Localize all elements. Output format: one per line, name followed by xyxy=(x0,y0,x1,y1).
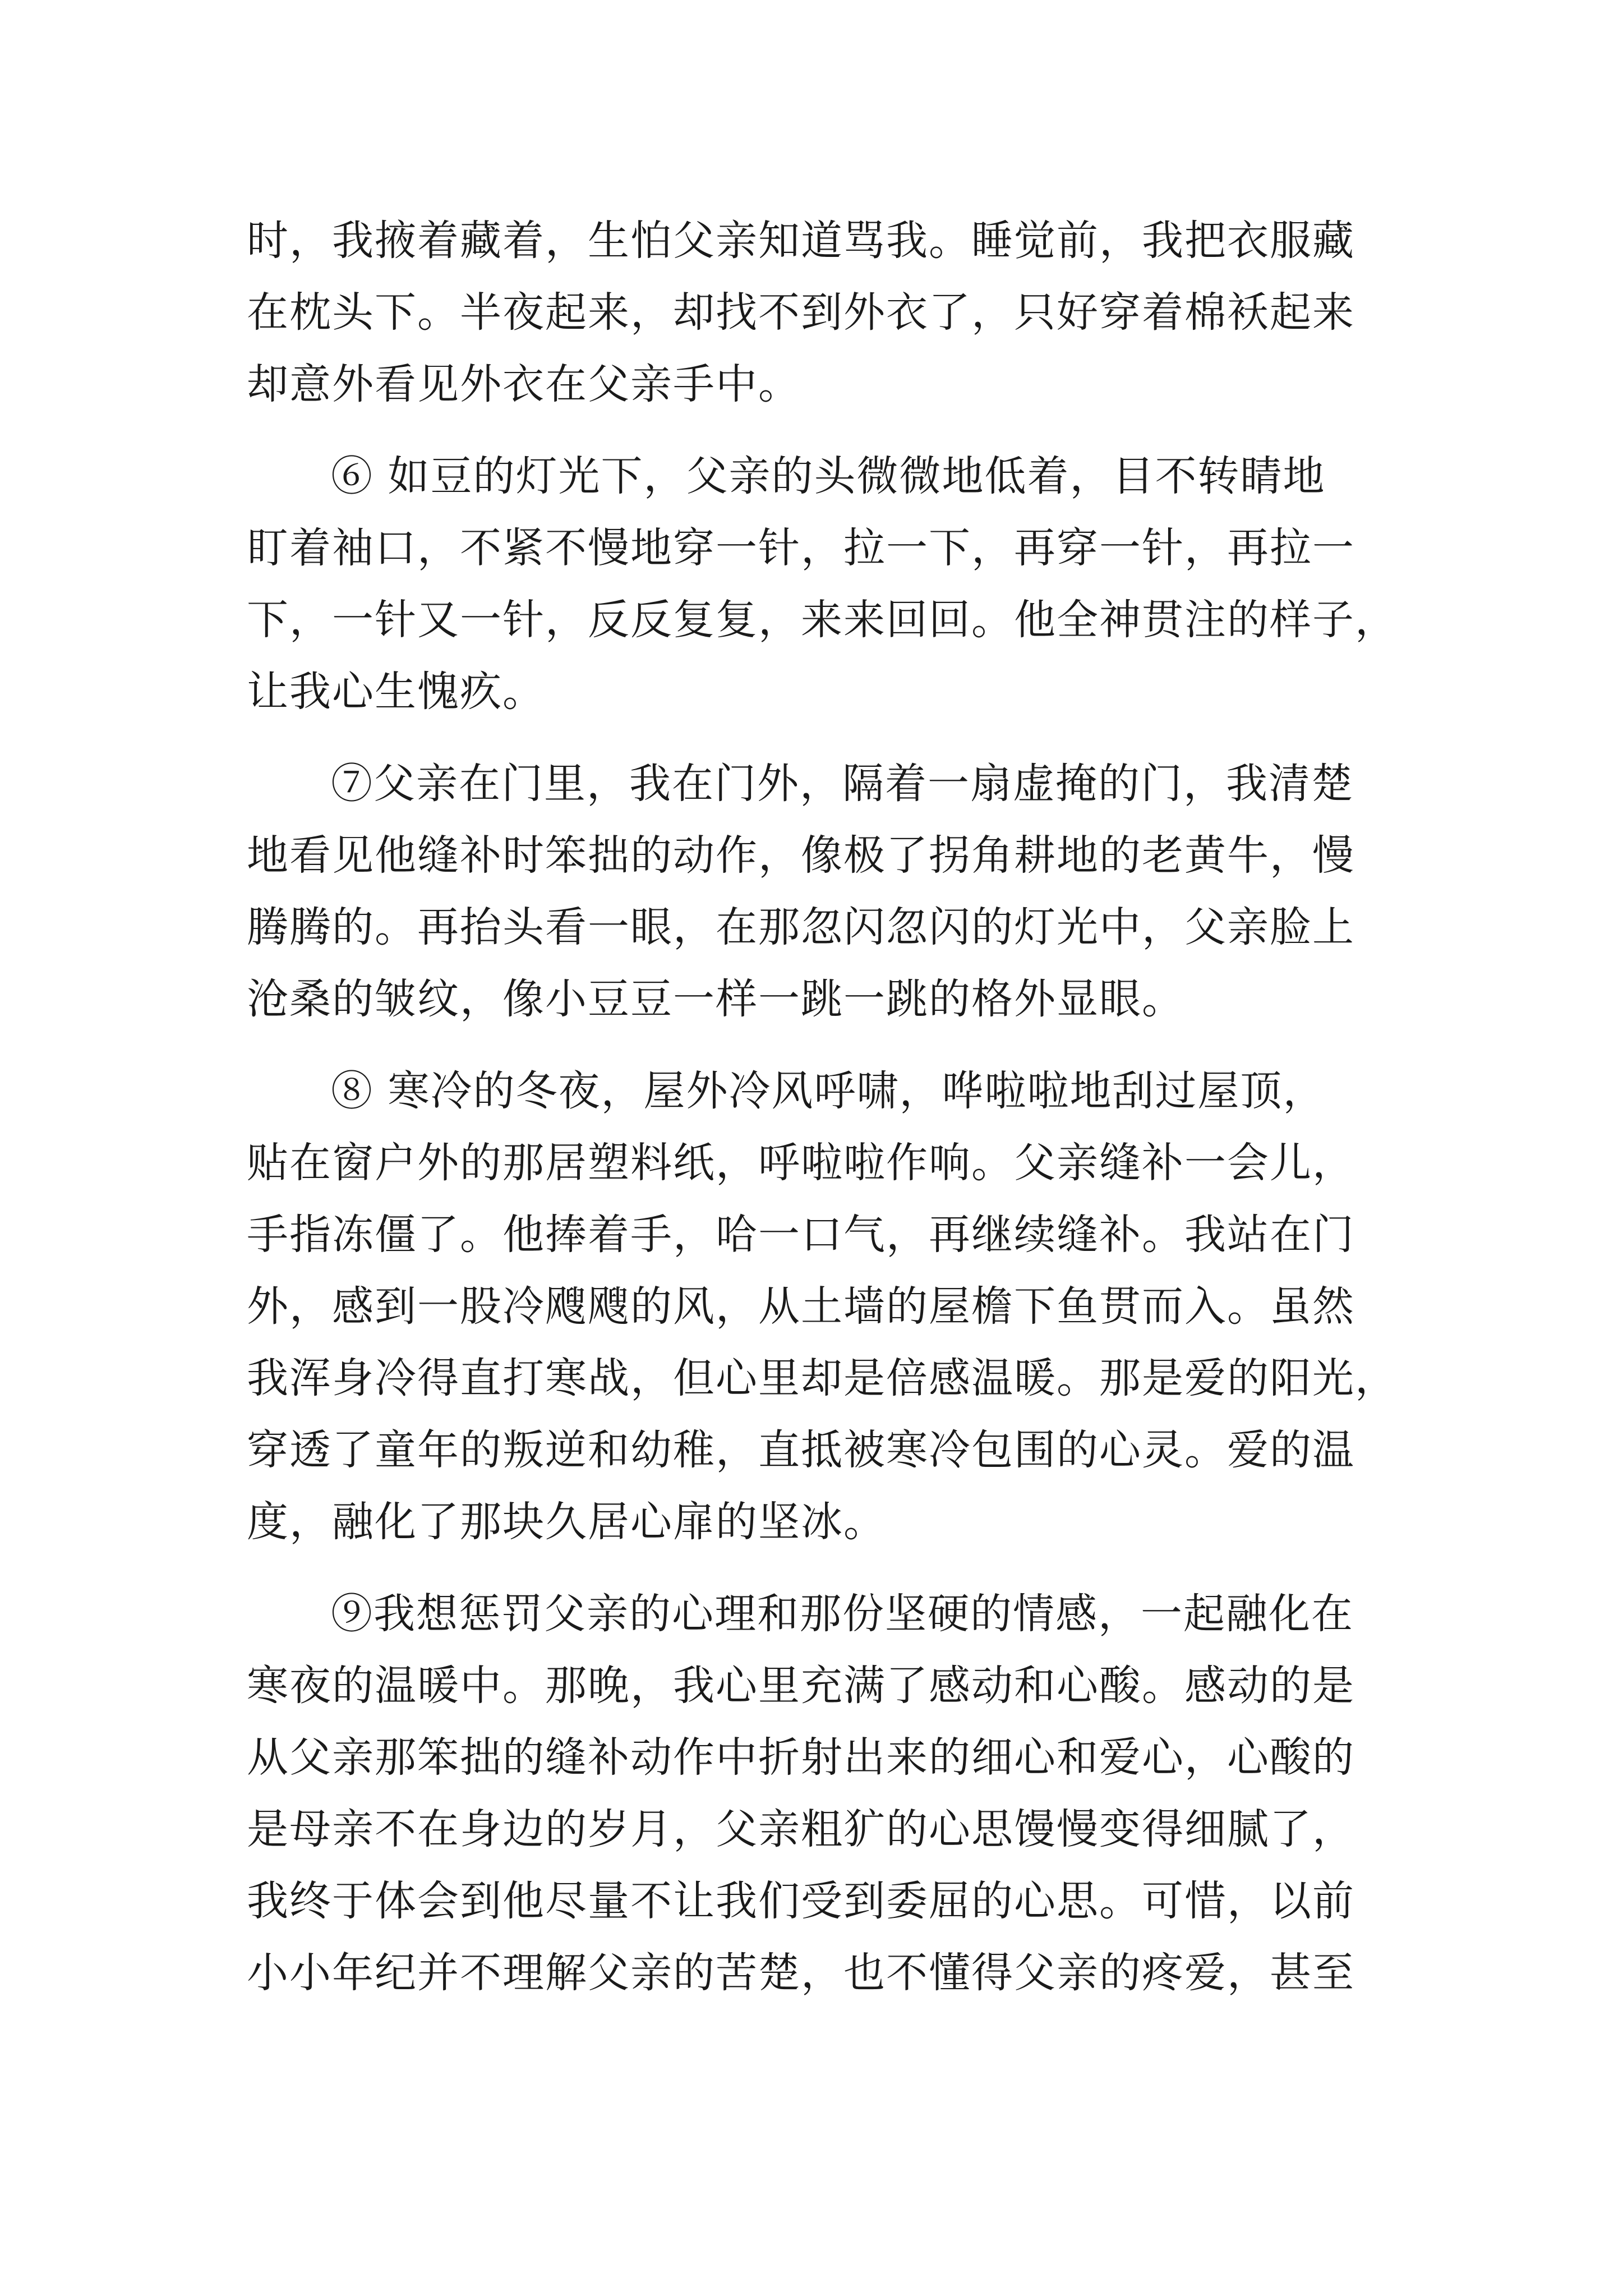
text-line: 手指冻僵了。他捧着手，哈一口气，再继续缝补。我站在门 xyxy=(247,1211,1355,1259)
paragraph-6 xyxy=(247,440,1398,728)
text-line: 度，融化了那块久居心扉的坚冰。 xyxy=(247,1498,886,1546)
text-line: 在枕头下。半夜起来，却找不到外衣了，只好穿着棉袄起来 xyxy=(247,288,1355,337)
text-line: 我终于体会到他尽量不让我们受到委屈的心思。可惜，以前 xyxy=(247,1877,1355,1925)
text-line: 外，感到一股冷飕飕的风，从土墙的屋檐下鱼贯而入。虽然 xyxy=(247,1282,1355,1331)
text-line: 小小年纪并不理解父亲的苦楚，也不懂得父亲的疼爱，甚至 xyxy=(247,1949,1355,1997)
text-line: 盯着袖口，不紧不慢地穿一针，拉一下，再穿一针，再拉一 xyxy=(247,524,1355,572)
text-line: 我浑身冷得直打寒战，但心里却是倍感温暖。那是爱的阳光， xyxy=(247,1354,1398,1402)
paragraph-8 xyxy=(247,1055,1398,1558)
article-body xyxy=(247,205,1398,2029)
paragraph-continued xyxy=(247,205,1391,420)
text-line: 地看见他缝补时笨拙的动作，像极了拐角耕地的老黄牛，慢 xyxy=(247,831,1355,880)
text-line: 腾腾的。再抬头看一眼，在那忽闪忽闪的灯光中，父亲脸上 xyxy=(247,903,1355,951)
text-line: 却意外看见外衣在父亲手中。 xyxy=(247,360,801,408)
paragraph-9 xyxy=(247,1578,1391,2009)
text-line: 沧桑的皱纹，像小豆豆一样一跳一跳的格外显眼。 xyxy=(247,975,1184,1023)
text-line: 下，一针又一针，反反复复，来来回回。他全神贯注的样子， xyxy=(247,596,1398,644)
text-line: 寒夜的温暖中。那晚，我心里充满了感动和心酸。感动的是 xyxy=(247,1662,1355,1710)
text-line: 让我心生愧疚。 xyxy=(247,668,545,716)
text-line: 贴在窗户外的那居塑料纸，呼啦啦作响。父亲缝补一会儿， xyxy=(247,1139,1355,1187)
text-line: 穿透了童年的叛逆和幼稚，直抵被寒冷包围的心灵。爱的温 xyxy=(247,1426,1355,1474)
text-line: 是母亲不在身边的岁月，父亲粗犷的心思馒慢变得细腻了， xyxy=(247,1805,1355,1853)
text-line: ⑧ 寒冷的冬夜，屋外冷风呼啸，哗啦啦地刮过屋顶， xyxy=(331,1067,1326,1115)
paragraph-7 xyxy=(247,748,1391,1035)
text-line: 时，我掖着藏着，生怕父亲知道骂我。睡觉前，我把衣服藏 xyxy=(247,217,1355,265)
text-line: ⑦父亲在门里，我在门外，隔着一扇虚掩的门，我清楚 xyxy=(331,760,1354,808)
text-line: ⑨我想惩罚父亲的心理和那份坚硬的情感，一起融化在 xyxy=(331,1590,1354,1638)
text-line: ⑥ 如豆的灯光下，父亲的头微微地低着，目不转睛地 xyxy=(331,452,1326,500)
text-line: 从父亲那笨拙的缝补动作中折射出来的细心和爱心，心酸的 xyxy=(247,1733,1355,1782)
